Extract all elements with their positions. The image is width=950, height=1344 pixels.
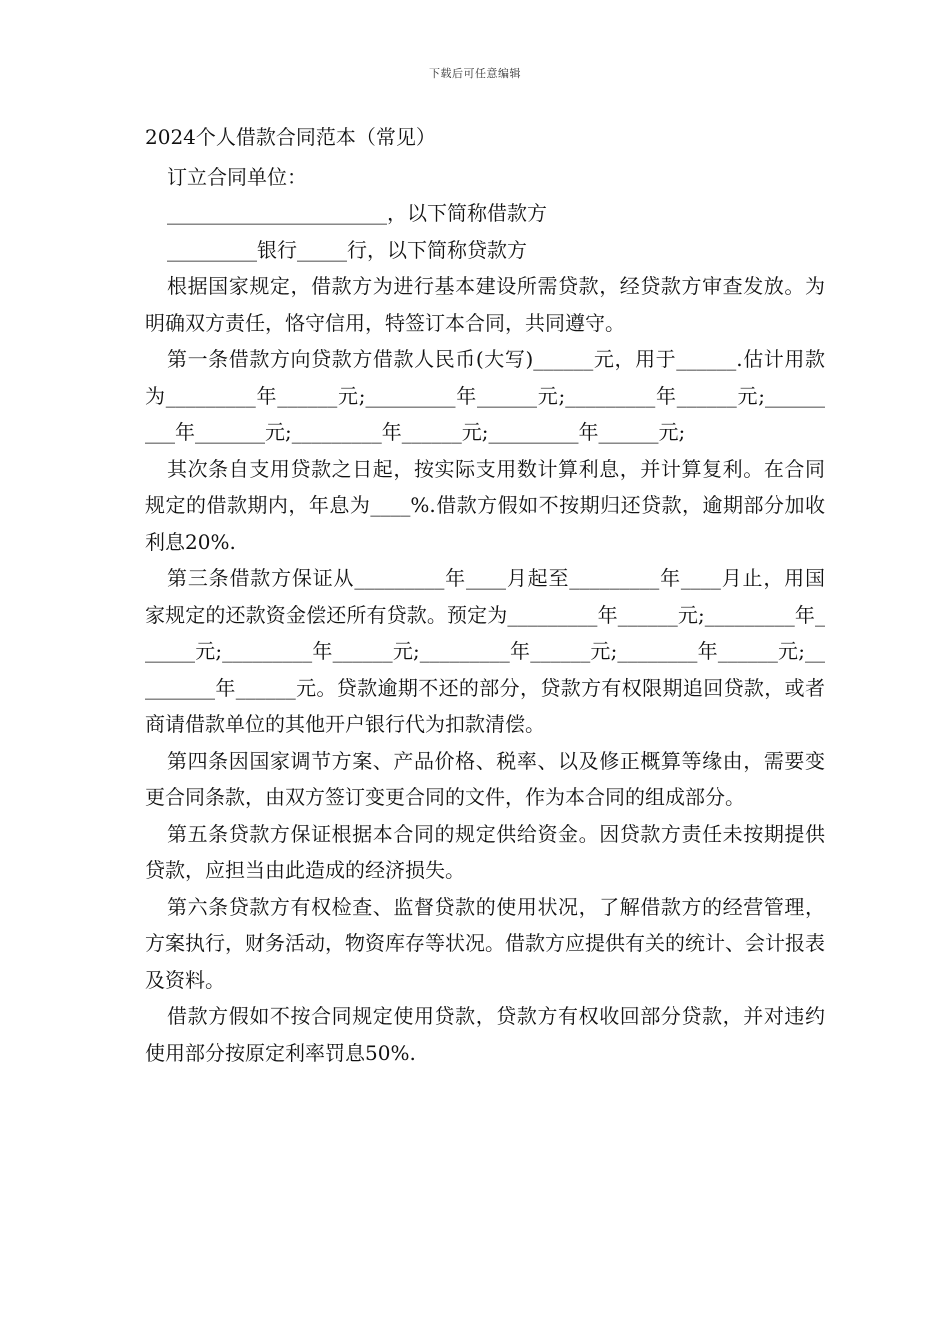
document-title: 2024个人借款合同范本（常见） xyxy=(145,125,436,149)
paragraph-article-5: 第五条贷款方保证根据本合同的规定供给资金。因贷款方责任未按期提供贷款，应担当由此造成的经济损失。 xyxy=(145,821,825,882)
paragraph-article-4: 第四条因国家调节方案、产品价格、税率、以及修正概算等缘由，需要变更合同条款，由双方签订变更合同的文件，作为本合同的组成部分。 xyxy=(145,748,825,809)
paragraph-article-6: 第六条贷款方有权检查、监督贷款的使用状况，了解借款方的经营管理，方案执行，财务活动，物资库存等状况。借款方应提供有关的统计、会计报表及资料。 xyxy=(145,894,825,992)
paragraph-article-3: 第三条借款方保证从_________年____月起至_________年____月止，用国家规定的还款资金偿还所有贷款。预定为_________年______元;_________年______元;_________年______元;_________年______元;________年______元;_________年______元。贷款逾期不还的部分，贷款方有权限期追回贷款，或者商请借款单位的其他开户银行代为扣款清偿。 xyxy=(145,566,825,736)
paragraph-article-2: 其次条自支用贷款之日起，按实际支用数计算利息，并计算复利。在合同规定的借款期内，年息为____%.借款方假如不按期归还贷款，逾期部分加收利息20%. xyxy=(145,456,825,554)
paragraph-preamble: 根据国家规定，借款方为进行基本建设所需贷款，经贷款方审查发放。为明确双方责任，恪守信用，特签订本合同，共同遵守。 xyxy=(145,274,825,335)
document-body xyxy=(145,119,825,1071)
paragraph-lender-line: _________银行_____行，以下简称贷款方 xyxy=(167,237,527,262)
paragraph-borrower-line: ______________________，以下简称借款方 xyxy=(167,201,547,225)
paragraph-contract-parties: 订立合同单位： xyxy=(167,164,307,189)
page-header: 下载后可任意编辑 xyxy=(429,67,521,80)
paragraph-article-1: 第一条借款方向贷款方借款人民币(大写)______元，用于______.估计用款为_________年______元;_________年______元;_________年______元;_________年_______元;_________年______元;_________年______元; xyxy=(145,347,825,444)
paragraph-penalty: 借款方假如不按合同规定使用贷款，贷款方有权收回部分贷款，并对违约使用部分按原定利率罚息50%. xyxy=(145,1004,825,1065)
